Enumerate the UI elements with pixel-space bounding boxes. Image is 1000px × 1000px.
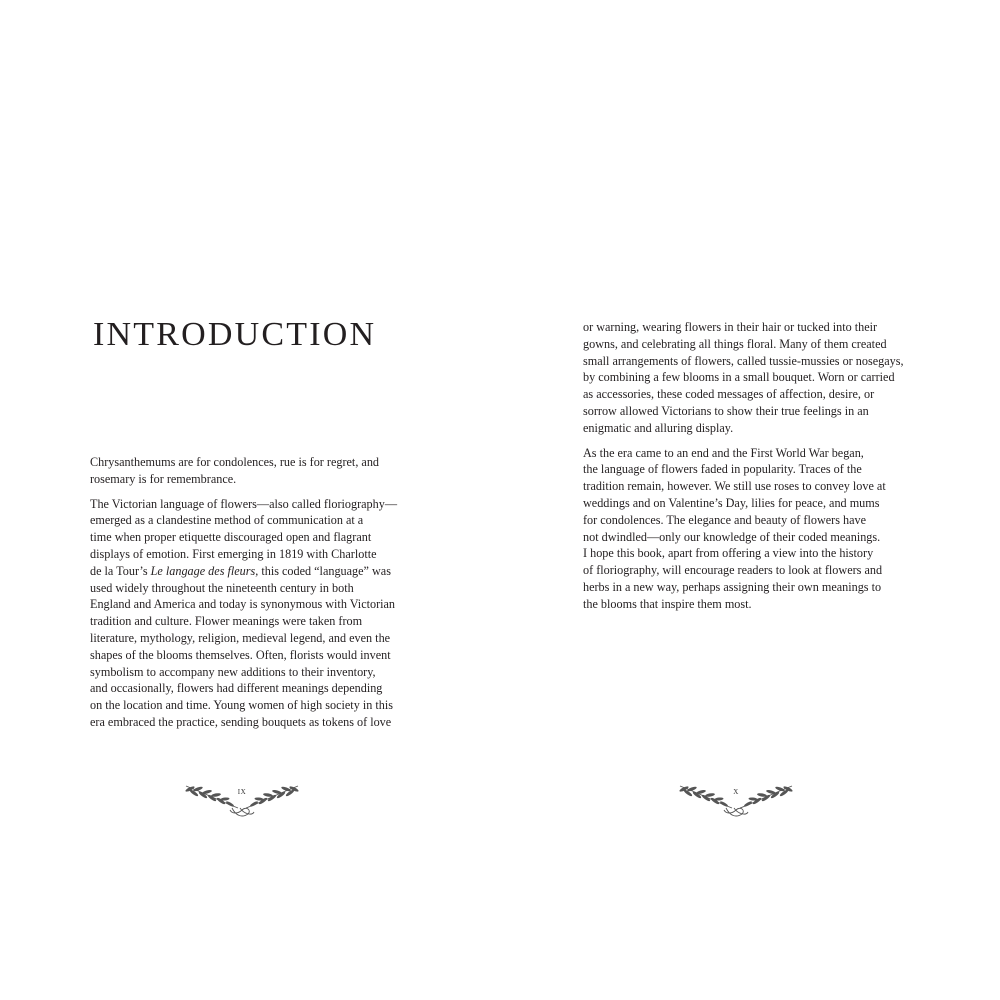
right-body-text bbox=[583, 319, 913, 621]
page-number: X bbox=[733, 788, 739, 796]
text-line: as accessories, these coded messages of affection, desire, or bbox=[583, 387, 875, 402]
text-line bbox=[90, 563, 410, 580]
text-line: As the era came to an end and the First World War began, bbox=[583, 445, 864, 460]
text-line: The Victorian language of flowers—also called floriography— bbox=[90, 496, 398, 511]
paragraph bbox=[583, 445, 913, 613]
text-line: enigmatic and alluring display. bbox=[583, 420, 734, 435]
book-title-italic: Le langage des fleurs, bbox=[150, 563, 259, 578]
text-line: the language of flowers faded in popularity. Traces of the bbox=[583, 462, 862, 477]
text-line: gowns, and celebrating all things floral. Many of them created bbox=[583, 336, 887, 351]
text-line: and occasionally, flowers had different meanings depending bbox=[90, 681, 383, 696]
text-line: small arrangements of flowers, called tussie-mussies or nosegays, bbox=[583, 353, 904, 368]
text-line: the blooms that inspire them most. bbox=[583, 596, 752, 611]
text-line: herbs in a new way, perhaps assigning their own meanings to bbox=[583, 579, 882, 594]
text-line: literature, mythology, religion, medieval legend, and even the bbox=[90, 630, 391, 645]
text-line: rosemary is for remembrance. bbox=[90, 471, 237, 486]
laurel-branch-icon bbox=[676, 778, 796, 820]
paragraph bbox=[90, 496, 410, 731]
text-line: or warning, wearing flowers in their hair or tucked into their bbox=[583, 320, 878, 334]
text-line: for condolences. The elegance and beauty of flowers have bbox=[583, 512, 867, 527]
text-line: shapes of the blooms themselves. Often, florists would invent bbox=[90, 647, 391, 662]
chapter-title: INTRODUCTION bbox=[93, 316, 377, 353]
text-line: by combining a few blooms in a small bouquet. Worn or carried bbox=[583, 370, 895, 385]
laurel-branch-icon bbox=[182, 778, 302, 820]
left-body-text bbox=[90, 454, 410, 739]
laurel-ornament-svg bbox=[182, 778, 302, 820]
text-line: used widely throughout the nineteenth century in both bbox=[90, 580, 354, 595]
text-line: symbolism to accompany new additions to their inventory, bbox=[90, 664, 376, 679]
laurel-ornament-svg bbox=[676, 778, 796, 820]
right-page bbox=[500, 0, 1000, 1000]
text-line: I hope this book, apart from offering a view into the history bbox=[583, 546, 874, 561]
text-line: tradition remain, however. We still use roses to convey love at bbox=[583, 479, 886, 494]
text-line: Chrysanthemums are for condolences, rue is for regret, and bbox=[90, 455, 380, 469]
text-segment: de la Tour’s bbox=[90, 563, 151, 578]
text-line: of floriography, will encourage readers to look at flowers and bbox=[583, 563, 883, 578]
text-line: sorrow allowed Victorians to show their true feelings in an bbox=[583, 403, 869, 418]
text-line: weddings and on Valentine’s Day, lilies for peace, and mums bbox=[583, 495, 880, 510]
text-line: time when proper etiquette discouraged open and flagrant bbox=[90, 530, 372, 545]
text-line: era embraced the practice, sending bouquets as tokens of love bbox=[90, 714, 392, 729]
text-segment: this coded “language” was bbox=[258, 563, 391, 578]
paragraph bbox=[90, 454, 410, 488]
text-line: tradition and culture. Flower meanings were taken from bbox=[90, 614, 363, 629]
text-line: England and America and today is synonymous with Victorian bbox=[90, 597, 396, 612]
paragraph bbox=[583, 319, 913, 437]
text-line: not dwindled—only our knowledge of their coded meanings. bbox=[583, 529, 881, 544]
text-line: emerged as a clandestine method of communication at a bbox=[90, 513, 364, 528]
text-line: displays of emotion. First emerging in 1819 with Charlotte bbox=[90, 546, 377, 561]
text-line: on the location and time. Young women of high society in this bbox=[90, 698, 393, 713]
page-number: IX bbox=[237, 788, 247, 796]
